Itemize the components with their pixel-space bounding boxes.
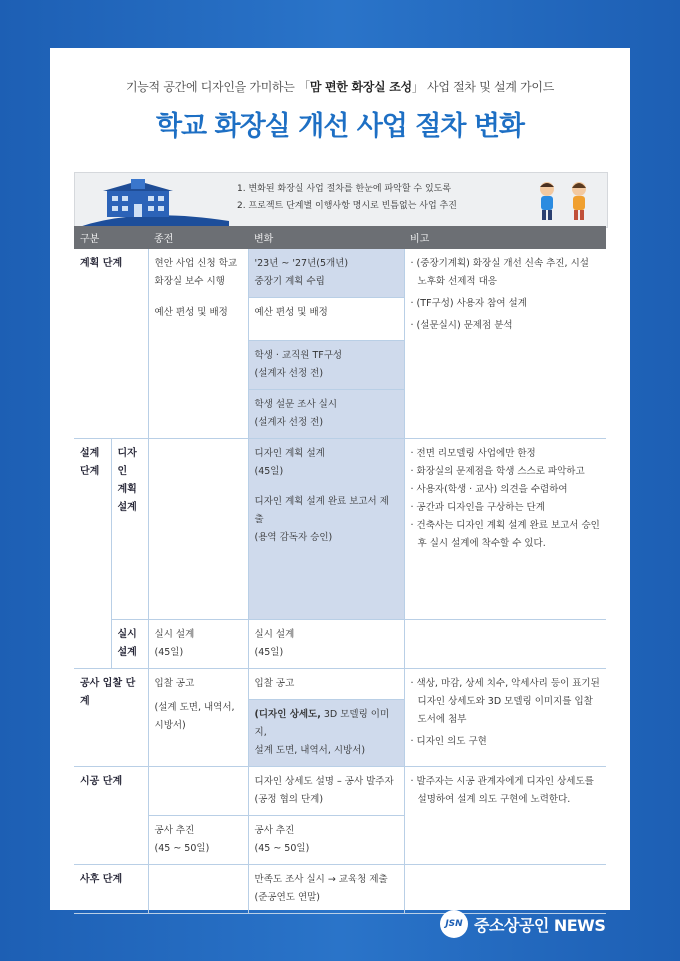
kids-illustration-icon xyxy=(527,179,603,225)
substage-design-plan: 디자인 계획 설계 xyxy=(111,439,148,620)
construct-new-2: 공사 추진 (45 ~ 50일) xyxy=(248,816,404,865)
subtitle: 기능적 공간에 디자인을 가미하는 「맘 편한 화장실 조성」 사업 절차 및 설계 가이드 xyxy=(125,80,555,94)
construct-notes: · 발주자는 시공 관계자에게 디자인 상세도를 설명하여 설계 의도 구현에 노력한다. xyxy=(404,767,606,865)
post-notes xyxy=(404,865,606,914)
news-name: 중소상공인 NEWS xyxy=(474,915,606,935)
col-header-note: 비고 xyxy=(404,226,606,249)
stage-design: 설계 단계 xyxy=(74,439,111,669)
col-header-new: 변화 xyxy=(248,226,404,249)
substage-execution-design: 실시 설계 xyxy=(111,620,148,669)
design-old-1 xyxy=(148,439,248,620)
post-old xyxy=(148,865,248,914)
design-new-3: 실시 설계 (45일) xyxy=(248,620,404,669)
plan-notes: · (중장기계획) 화장실 개선 신속 추진, 시설 노후화 선제적 대응 · (TF구성) 사용자 참여 설계 · (설문실시) 문제점 분석 xyxy=(404,249,606,439)
stage-bid: 공사 입찰 단계 xyxy=(74,669,148,767)
design-note-empty xyxy=(404,620,606,669)
post-new: 만족도 조사 실시 → 교육청 제출 (준공연도 연말) xyxy=(248,865,404,914)
col-header-old: 종전 xyxy=(148,226,248,249)
construct-old-2: 공사 추진 (45 ~ 50일) xyxy=(148,816,248,865)
bid-new: 입찰 공고 (디자인 상세도, 3D 모델링 이미지, 설계 도면, 내역서, 시방서) xyxy=(248,669,404,767)
design-old-2: 실시 설계 (45일) xyxy=(148,620,248,669)
stage-post: 사후 단계 xyxy=(74,865,148,914)
design-new-1: 디자인 계획 설계 (45일) xyxy=(248,439,404,488)
school-building-icon xyxy=(79,177,229,227)
plan-new-2: 예산 편성 및 배정 xyxy=(248,298,404,341)
design-notes: · 전면 리모델링 사업에만 한정 · 화장실의 문제점을 학생 스스로 파악하고 · 사용자(학생 · 교사) 의견을 수렴하여 · 공간과 디자인을 구상하는 단계 · 건축사는 디자인 계획 설계 완료 보고서 승인 후 실시 설계에 착수할 수 있다. xyxy=(404,439,606,620)
stage-construct: 시공 단계 xyxy=(74,767,148,865)
plan-new-1: '23년 ~ '27년(5개년) 중장기 계획 수립 xyxy=(248,249,404,298)
design-new-2: 디자인 계획 설계 완료 보고서 제출 (용역 감독자 승인) xyxy=(248,487,404,620)
banner-notes: 1. 변화된 화장실 사업 절차를 한눈에 파악할 수 있도록 2. 프로젝트 단계별 이행사항 명시로 빈틈없는 사업 추진 xyxy=(237,184,457,211)
procedure-table xyxy=(74,226,606,914)
guide-card xyxy=(50,48,630,910)
bid-old: 입찰 공고 (설계 도면, 내역서, 시방서) xyxy=(148,669,248,767)
news-logo xyxy=(440,910,605,938)
jsn-badge-icon: JSN xyxy=(440,910,468,938)
construct-old-1 xyxy=(148,767,248,816)
col-header-category: 구분 xyxy=(74,226,148,249)
stage-plan: 계획 단계 xyxy=(74,249,148,439)
construct-new-1: 디자인 상세도 설명 – 공사 발주자 (공정 협의 단계) xyxy=(248,767,404,816)
bid-notes: · 색상, 마감, 상세 치수, 악세사리 등이 표기된 디자인 상세도와 3D 모델링 이미지를 입찰 도서에 첨부 · 디자인 의도 구현 xyxy=(404,669,606,767)
plan-old-2: 예산 편성 및 배정 xyxy=(148,298,248,439)
plan-old-1: 현안 사업 신청 학교 화장실 보수 시행 xyxy=(148,249,248,298)
page-title: 학교 화장실 개선 사업 절차 변화 xyxy=(155,111,525,142)
intro-banner xyxy=(74,172,608,228)
plan-new-4: 학생 설문 조사 실시 (설계자 선정 전) xyxy=(248,390,404,439)
plan-new-3: 학생 · 교직원 TF구성 (설계자 선정 전) xyxy=(248,341,404,390)
